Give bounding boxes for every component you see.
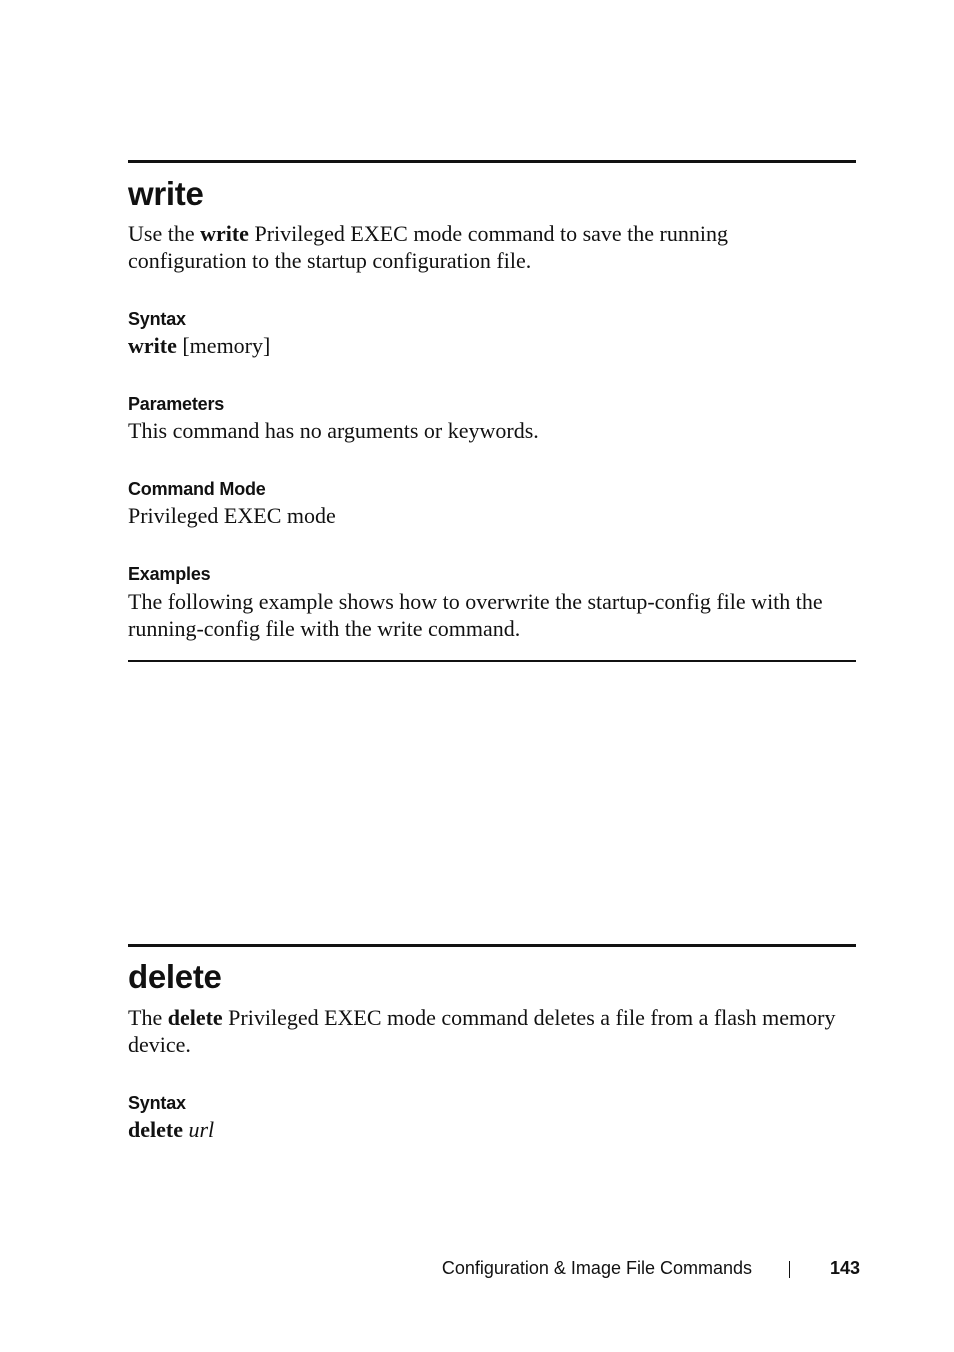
page-footer [0,1256,954,1280]
section-rule-top [128,944,856,947]
delete-intro: The delete Privileged EXEC mode command deletes a file from a flash memory device. [128,1005,836,1057]
section-rule-bottom [128,660,856,662]
write-mode-heading: Command Mode [128,479,266,499]
footer-section-title: Configuration & Image File Commands [441,1258,752,1278]
delete-title: delete [128,958,222,995]
write-examples-heading: Examples [128,564,211,584]
page-number: 143 [829,1258,860,1278]
section-rule-top [128,160,856,163]
delete-syntax: delete url [128,1117,215,1142]
write-syntax: write [memory] [128,333,271,358]
write-title: write [128,175,204,212]
write-parameters-heading: Parameters [128,394,225,414]
write-intro: Use the write Privileged EXEC mode command to save the running configuration to the startup configuration file. [128,221,728,273]
footer-divider [789,1261,790,1278]
write-examples-text: The following example shows how to overwrite the startup-config file with the running-config file with the write command. [128,589,823,641]
write-syntax-heading: Syntax [128,309,186,329]
write-mode-text: Privileged EXEC mode [128,503,336,528]
write-parameters-text: This command has no arguments or keywords. [128,418,539,443]
delete-syntax-heading: Syntax [128,1093,186,1113]
